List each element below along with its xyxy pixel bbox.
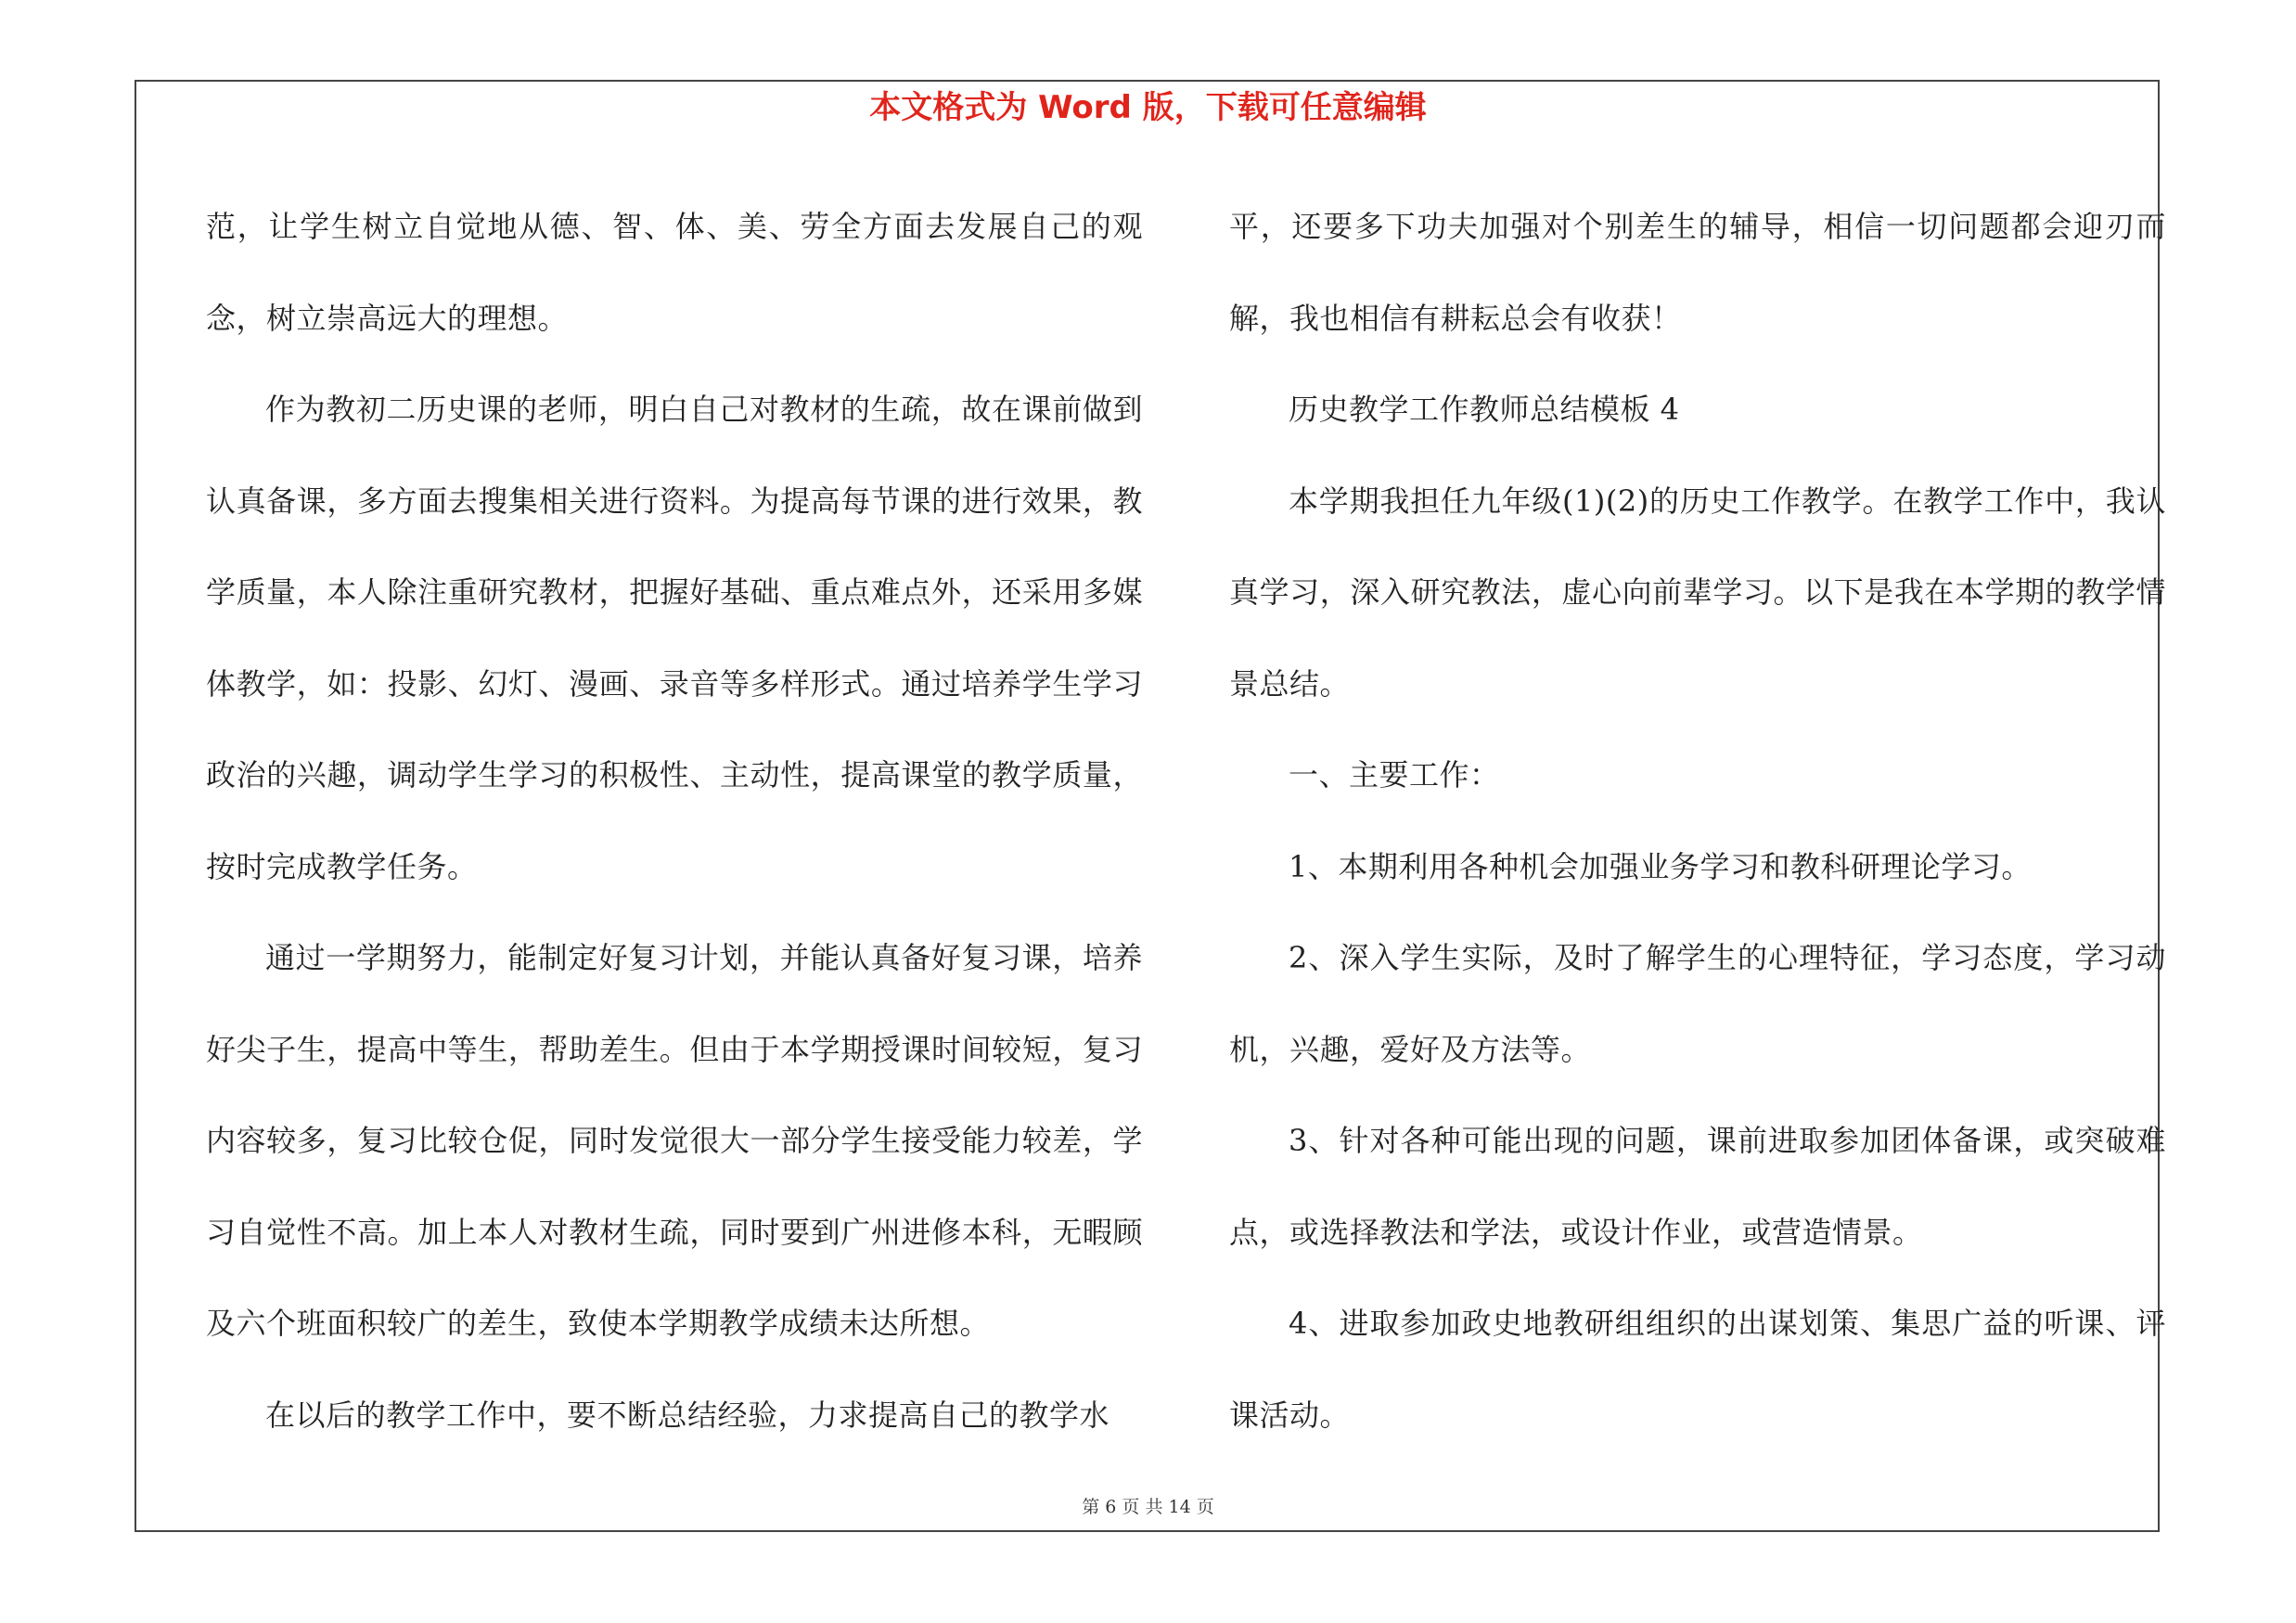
list-item: 1、本期利用各种机会加强业务学习和教科研理论学习。 — [1289, 848, 2032, 884]
paragraph: 通过一学期努力，能制定好复习计划，并能认真备好复习课，培养好尖子生，提高中等生，帮助差生。但由于本学期授课时间较短，复习内容较多，复习比较仓促，同时发觉很大一部分学生接受能力较差，学习自觉性不高。加上本人对教材生疏，同时要到广州进修本科，无暇顾及六个班面积较广的差生，致使本学期教学成绩未达所想。 — [206, 940, 1143, 1341]
paragraph: 在以后的教学工作中，要不断总结经验，力求提高自己的教学水 — [265, 1397, 1110, 1433]
section-heading: 一、主要工作： — [1289, 757, 1500, 792]
paragraph: 本学期我担任九年级(1)(2)的历史工作教学。在教学工作中，我认真学习，深入研究教法，虚心向前辈学习。以下是我在本学期的教学情景总结。 — [1229, 483, 2166, 702]
left-column — [206, 181, 1143, 1461]
list-item: 3、针对各种可能出现的问题，课前进取参加团体备课，或突破难点，或选择教法和学法，或设计作业，或营造情景。 — [1229, 1123, 2166, 1250]
paragraph: 范，让学生树立自觉地从德、智、体、美、劳全方面去发展自己的观念，树立崇高远大的理想。 — [206, 209, 1143, 336]
list-item: 4、进取参加政史地教研组组织的出谋划策、集思广益的听课、评课活动。 — [1229, 1306, 2166, 1433]
paragraph: 作为教初二历史课的老师，明白自己对教材的生疏，故在课前做到认真备课，多方面去搜集相关进行资料。为提高每节课的进行效果，教学质量，本人除注重研究教材，把握好基础、重点难点外，还采用多媒体教学，如：投影、幻灯、漫画、录音等多样形式。通过培养学生学习政治的兴趣，调动学生学习的积极性、主动性，提高课堂的教学质量，按时完成教学任务。 — [206, 392, 1143, 884]
format-banner: 本文格式为 Word 版，下载可任意编辑 — [869, 89, 1427, 126]
paragraph: 平，还要多下功夫加强对个别差生的辅导，相信一切问题都会迎刃而解，我也相信有耕耘总会有收获！ — [1229, 209, 2166, 336]
right-column — [1229, 181, 2166, 1461]
section-title: 历史教学工作教师总结模板 4 — [1289, 392, 1680, 427]
list-item: 2、深入学生实际，及时了解学生的心理特征，学习态度，学习动机，兴趣，爱好及方法等。 — [1229, 940, 2166, 1067]
page-number: 第 6 页 共 14 页 — [1082, 1497, 1214, 1517]
